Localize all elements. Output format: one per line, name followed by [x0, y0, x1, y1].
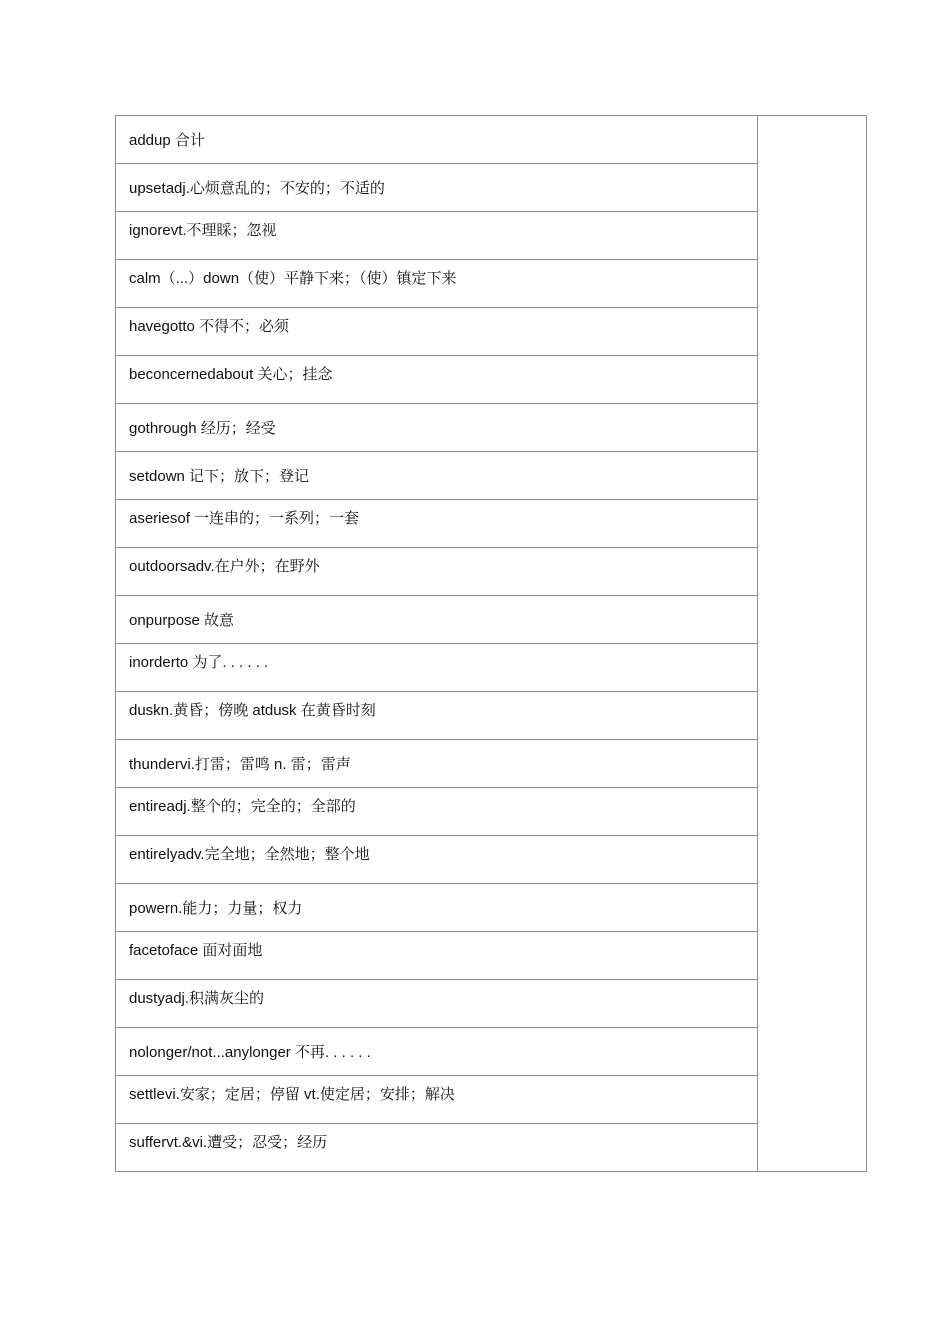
table-row — [116, 980, 867, 1028]
vocab-entry-text: entireadj.整个的；完全的；全部的 — [129, 798, 356, 815]
vocab-entry-cell — [116, 836, 758, 884]
table-row — [116, 932, 867, 980]
vocab-entry-cell — [116, 1124, 758, 1172]
table-row — [116, 1124, 867, 1172]
table-row — [116, 164, 867, 212]
vocab-entry-text: outdoorsadv.在户外；在野外 — [129, 558, 320, 575]
table-row — [116, 308, 867, 356]
vocab-entry-cell — [116, 356, 758, 404]
table-row — [116, 740, 867, 788]
vocab-entry-cell — [116, 212, 758, 260]
table-row — [116, 404, 867, 452]
vocab-entry-cell — [116, 1028, 758, 1076]
vocab-entry-text: inorderto 为了. . . . . . — [129, 654, 269, 671]
notes-column — [758, 116, 867, 1172]
table-row — [116, 692, 867, 740]
table-row — [116, 836, 867, 884]
vocab-entry-text: havegotto 不得不；必须 — [129, 318, 290, 335]
vocab-entry-cell — [116, 404, 758, 452]
vocab-entry-text: entirelyadv.完全地；全然地；整个地 — [129, 846, 370, 863]
vocab-entry-text: beconcernedabout 关心；挂念 — [129, 366, 333, 383]
vocab-entry-text: addup 合计 — [129, 132, 205, 149]
vocab-entry-cell — [116, 500, 758, 548]
vocab-entry-text: dustyadj.积满灰尘的 — [129, 990, 265, 1007]
vocab-entry-cell — [116, 452, 758, 500]
vocab-entry-cell — [116, 788, 758, 836]
vocab-entry-text: thundervi.打雷；雷鸣 n. 雷；雷声 — [129, 756, 351, 773]
table-row — [116, 788, 867, 836]
vocab-entry-cell — [116, 884, 758, 932]
vocab-entry-text: setdown 记下；放下；登记 — [129, 468, 310, 485]
vocab-entry-cell — [116, 260, 758, 308]
vocab-entry-cell — [116, 932, 758, 980]
vocab-entry-cell — [116, 644, 758, 692]
vocab-entry-cell — [116, 308, 758, 356]
table-row — [116, 1028, 867, 1076]
vocab-entry-cell — [116, 980, 758, 1028]
vocab-entry-text: gothrough 经历；经受 — [129, 420, 276, 437]
table-row — [116, 1076, 867, 1124]
table-row — [116, 644, 867, 692]
vocab-entry-text: settlevi.安家；定居；停留 vt.使定居；安排；解决 — [129, 1086, 455, 1103]
vocab-entry-text: calm（...）down（使）平静下来；（使）镇定下来 — [129, 270, 457, 287]
table-row — [116, 500, 867, 548]
table-row — [116, 260, 867, 308]
vocab-entry-text: powern.能力；力量；权力 — [129, 900, 303, 917]
vocab-entry-text: onpurpose 故意 — [129, 612, 235, 629]
table-row — [116, 884, 867, 932]
table-row — [116, 116, 867, 164]
table-row — [116, 548, 867, 596]
vocab-entry-text: upsetadj.心烦意乱的；不安的；不适的 — [129, 180, 385, 197]
vocab-entry-text: nolonger/not...anylonger 不再. . . . . . — [129, 1044, 371, 1061]
vocab-entry-cell — [116, 116, 758, 164]
vocab-entry-cell — [116, 740, 758, 788]
vocab-entry-text: aseriesof 一连串的；一系列；一套 — [129, 510, 360, 527]
vocab-entry-cell — [116, 164, 758, 212]
vocab-entry-cell — [116, 1076, 758, 1124]
vocab-entry-cell — [116, 548, 758, 596]
vocabulary-table — [115, 115, 867, 1172]
table-row — [116, 452, 867, 500]
vocab-entry-cell — [116, 596, 758, 644]
table-row — [116, 596, 867, 644]
vocab-entry-text: duskn.黄昏；傍晚 atdusk 在黄昏时刻 — [129, 702, 376, 719]
vocab-entry-text: facetoface 面对面地 — [129, 942, 263, 959]
table-row — [116, 212, 867, 260]
vocab-entry-text: suffervt.&vi.遭受；忍受；经历 — [129, 1134, 328, 1151]
table-row — [116, 356, 867, 404]
vocab-entry-text: ignorevt.不理睬；忽视 — [129, 222, 277, 239]
vocab-entry-cell — [116, 692, 758, 740]
